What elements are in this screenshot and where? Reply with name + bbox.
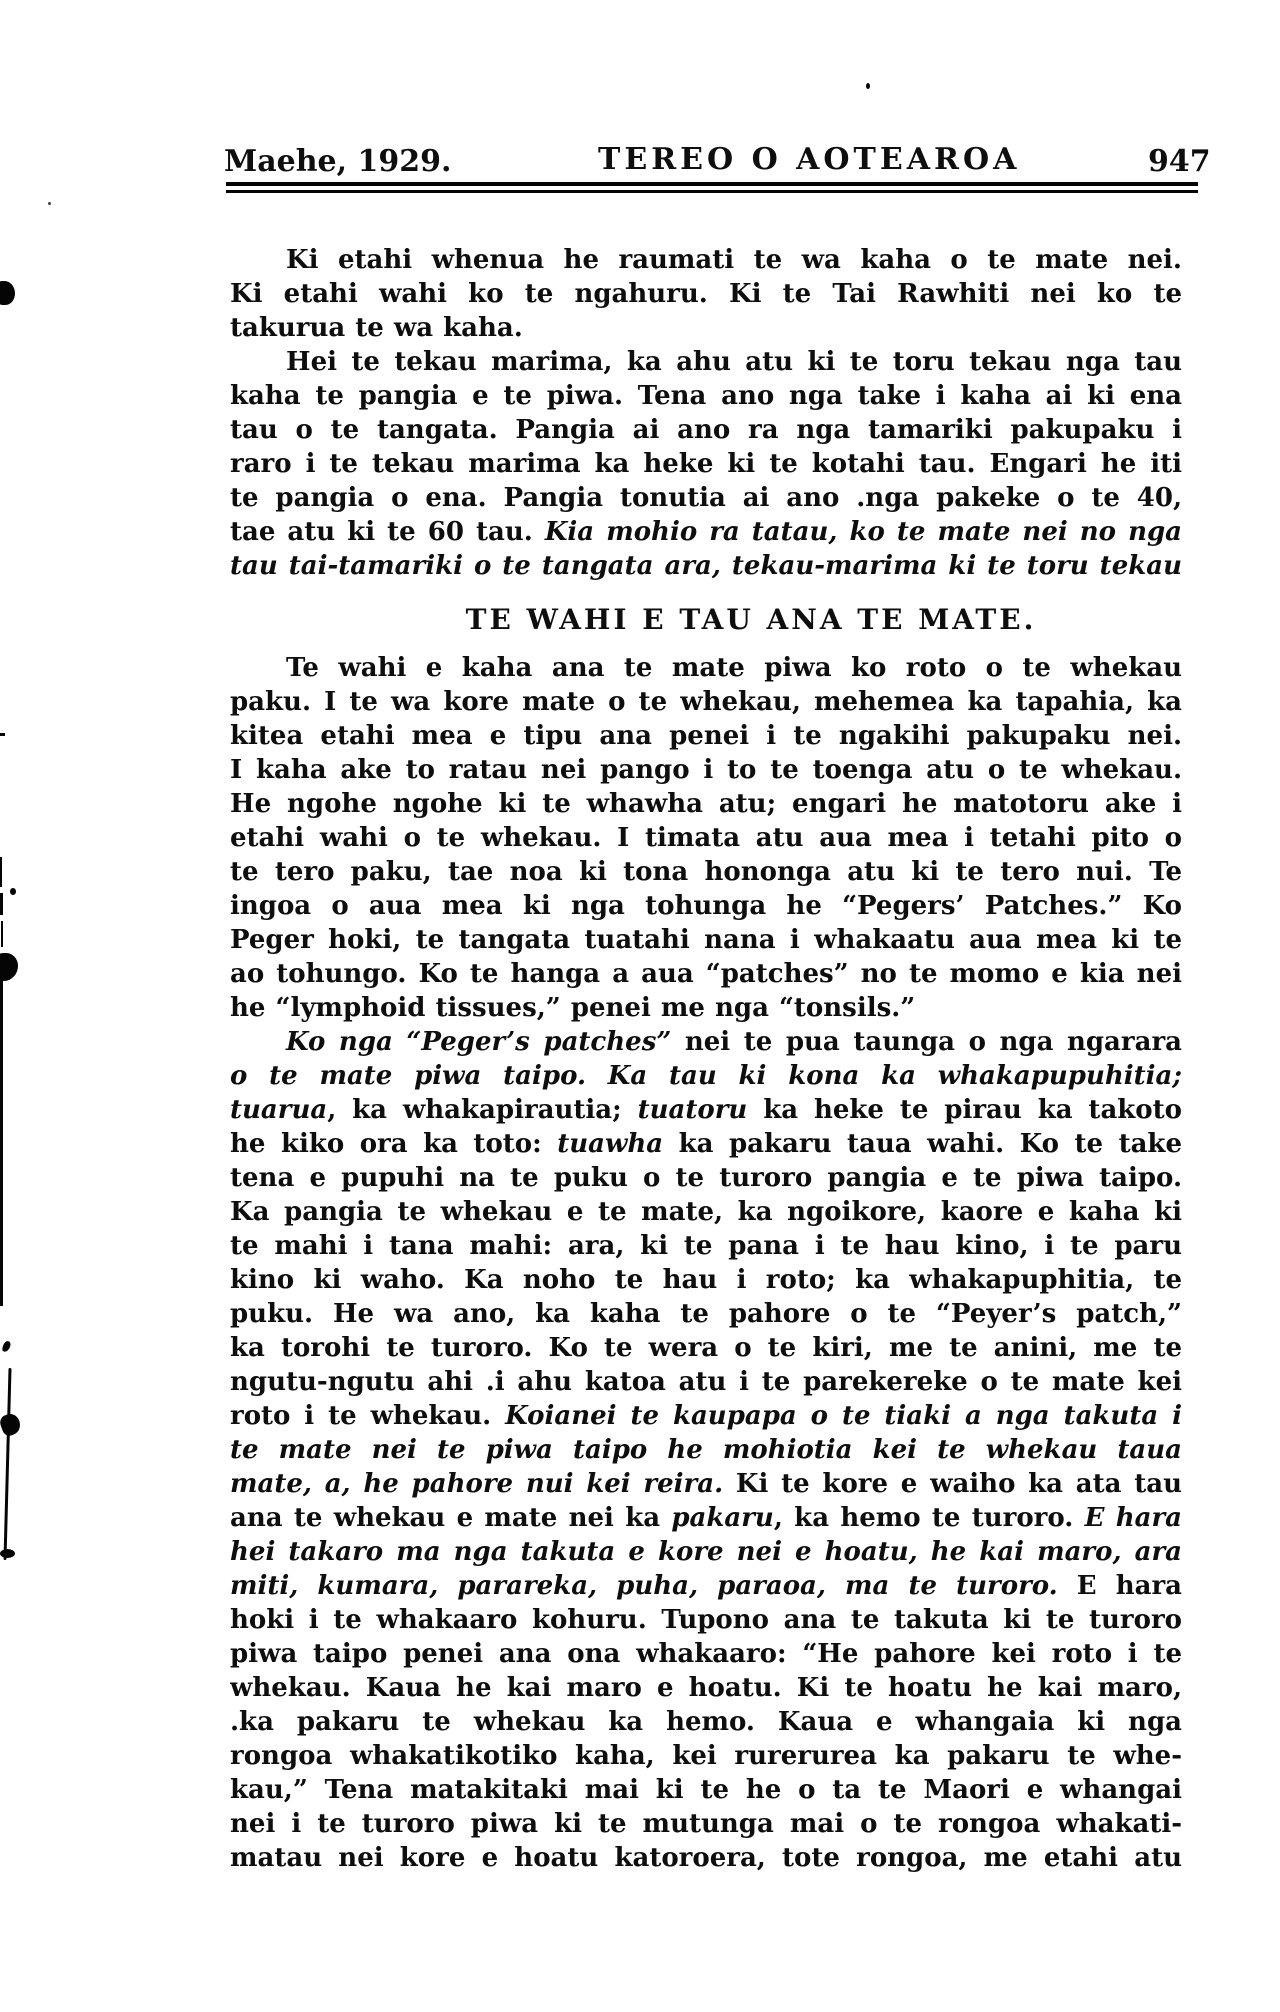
- text-line: [230, 447, 1182, 481]
- text-column: [230, 243, 1182, 1875]
- text-line: [230, 1365, 1182, 1399]
- text-run: tau tai-tamariki o te tangata ara, tekau-marima ki te toru tekau: [230, 551, 1182, 581]
- text-run: , ka whakapirautia;: [327, 1095, 638, 1125]
- ink-speck: [48, 202, 51, 205]
- text-line: [230, 549, 1182, 583]
- text-run: tuarua: [230, 1095, 328, 1125]
- text-run: takurua te wa kaha.: [230, 313, 523, 343]
- text-line: [230, 1671, 1182, 1705]
- text-run: o te mate piwa taipo. Ka tau ki kona ka whakapupuhitia;: [230, 1061, 1182, 1091]
- text-run: raro i te tekau marima ka heke ki te kotahi tau. Engari he iti: [230, 449, 1182, 479]
- text-run: nei i te turoro piwa ki te mutunga mai o te rongoa whakati-: [230, 1809, 1182, 1839]
- text-run: ingoa o aua mea ki nga tohunga he “Pegers’ Patches.” Ko: [230, 891, 1182, 921]
- text-line: [230, 821, 1182, 855]
- text-run: tae atu ki te 60 tau.: [230, 517, 545, 547]
- text-line: [230, 651, 1182, 685]
- text-run: he kiko ora ka toto:: [230, 1129, 558, 1159]
- text-run: hoki i te whakaaro kohuru. Tupono ana te takuta ki te turoro: [230, 1605, 1182, 1635]
- text-line: [230, 277, 1182, 311]
- text-line: [230, 1603, 1182, 1637]
- text-line: [230, 1195, 1182, 1229]
- text-run: I kaha ake to ratau nei pango i to te toenga atu o te whekau.: [230, 755, 1182, 785]
- ink-streak: [3, 1368, 11, 1560]
- ink-streak: [1, 921, 3, 947]
- text-line: [230, 1127, 1182, 1161]
- paragraph: [230, 651, 1182, 1025]
- text-line: [230, 1773, 1182, 1807]
- ink-smudge: [0, 733, 5, 736]
- ink-streak: [0, 857, 2, 887]
- ink-streak: [0, 893, 3, 915]
- text-run: Ka pangia te whekau e te mate, ka ngoikore, kaore e kaha ki: [230, 1197, 1182, 1227]
- text-line: [230, 1399, 1182, 1433]
- text-run: kaha te pangia e te piwa. Tena ano nga take i kaha ai ki ena: [230, 381, 1182, 411]
- text-line: [230, 1433, 1182, 1467]
- text-line: [230, 923, 1182, 957]
- text-run: ao tohungo. Ko te hanga a aua “patches” no te momo e kia nei: [230, 959, 1182, 989]
- text-run: matau nei kore e hoatu katoroera, tote rongoa, me etahi atu: [230, 1843, 1182, 1873]
- text-line: [230, 379, 1182, 413]
- text-line: [230, 1637, 1182, 1671]
- text-line: [230, 1841, 1182, 1875]
- text-run: .ka pakaru te whekau ka hemo. Kaua e whangaia ki nga: [230, 1707, 1182, 1737]
- text-run: te mahi i tana mahi: ara, ki te pana i te hau kino, i te paru: [230, 1231, 1182, 1261]
- text-run: ana te whekau e mate nei ka: [230, 1503, 672, 1533]
- text-run: ka pakaru taua wahi. Ko te take: [663, 1129, 1182, 1159]
- text-line: [230, 1229, 1182, 1263]
- text-line: [230, 1059, 1182, 1093]
- text-run: te pangia o ena. Pangia tonutia ai ano .nga pakeke o te 40,: [230, 483, 1182, 513]
- section-heading: TE WAHI E TAU ANA TE MATE.: [465, 603, 1037, 636]
- paragraph: [230, 1025, 1182, 1875]
- ink-smudge: [0, 1549, 15, 1558]
- header-page-number: 947: [1148, 144, 1211, 179]
- text-run: roto i te whekau.: [230, 1401, 506, 1431]
- paragraph: [230, 345, 1182, 583]
- text-line: [230, 685, 1182, 719]
- text-line: [230, 1025, 1182, 1059]
- text-run: ka heke te pirau ka takoto: [747, 1095, 1182, 1125]
- text-run: Ki etahi whenua he raumati te wa kaha o te mate nei.: [286, 245, 1182, 275]
- text-run: kino ki waho. Ka noho te hau i roto; ka whakapuphitia, te: [230, 1265, 1182, 1295]
- text-run: paku. I te wa kore mate o te whekau, mehemea ka tapahia, ka: [230, 687, 1182, 717]
- text-run: Koianei te kaupapa o te tiaki a nga takuta i: [505, 1401, 1182, 1431]
- text-run: mate, a, he pahore nui kei reira.: [230, 1469, 724, 1499]
- text-line: [230, 1569, 1182, 1603]
- text-run: Hei te tekau marima, ka ahu atu ki te toru tekau nga tau: [286, 347, 1182, 377]
- text-line: [230, 1331, 1182, 1365]
- text-run: Ki etahi wahi ko te ngahuru. Ki te Tai Rawhiti nei ko te: [230, 279, 1182, 309]
- text-run: tena e pupuhi na te puku o te turoro pangia e te piwa taipo.: [230, 1163, 1182, 1193]
- text-line: [230, 243, 1182, 277]
- text-line: [230, 311, 1182, 345]
- ink-smudge: [0, 281, 15, 305]
- text-run: he “lymphoid tissues,” penei me nga “tonsils.”: [230, 993, 916, 1023]
- ink-smudge: [0, 1411, 23, 1437]
- text-line: [230, 1263, 1182, 1297]
- header-date: Maehe, 1929.: [224, 144, 452, 179]
- text-line: [230, 889, 1182, 923]
- text-run: puku. He wa ano, ka kaha te pahore o te “Peyer’s patch,”: [230, 1299, 1182, 1329]
- text-line: [230, 1807, 1182, 1841]
- text-run: E hara: [1057, 1571, 1182, 1601]
- text-line: [230, 1093, 1182, 1127]
- text-run: te mate nei te piwa taipo he mohiotia kei te whekau taua: [230, 1435, 1182, 1465]
- text-run: E hara: [1084, 1503, 1182, 1533]
- text-line: [230, 1739, 1182, 1773]
- text-run: Kia mohio ra tatau, ko te mate nei no nga: [544, 517, 1182, 547]
- text-run: ngutu-ngutu ahi .i ahu katoa atu i te parekereke o te mate kei: [230, 1367, 1182, 1397]
- text-run: tau o te tangata. Pangia ai ano ra nga tamariki pakupaku i: [230, 415, 1182, 445]
- text-run: miti, kumara, parareka, puha, paraoa, ma te turoro.: [230, 1571, 1058, 1601]
- text-run: rongoa whakatikotiko kaha, kei rurerurea ka pakaru te whe-: [230, 1741, 1182, 1771]
- header-title: TEREO O AOTEAROA: [598, 142, 1021, 177]
- text-line: [230, 1467, 1182, 1501]
- text-line: [230, 1297, 1182, 1331]
- text-run: piwa taipo penei ana ona whakaaro: “He pahore kei roto i te: [230, 1639, 1182, 1669]
- text-run: tuawha: [557, 1129, 664, 1159]
- text-run: Ki te kore e waiho ka ata tau: [723, 1469, 1182, 1499]
- text-line: [230, 1535, 1182, 1569]
- text-line: [230, 787, 1182, 821]
- text-line: [230, 855, 1182, 889]
- text-line: [230, 753, 1182, 787]
- text-line: [230, 481, 1182, 515]
- header-rule-bottom: [226, 190, 1198, 193]
- ink-smudge: [0, 953, 18, 981]
- text-run: ka torohi te turoro. Ko te wera o te kiri, me te anini, me te: [230, 1333, 1182, 1363]
- text-line: [230, 413, 1182, 447]
- text-run: Peger hoki, te tangata tuatahi nana i whakaatu aua mea ki te: [230, 925, 1182, 955]
- text-run: Te wahi e kaha ana te mate piwa ko roto o te whekau: [286, 653, 1182, 683]
- text-run: etahi wahi o te whekau. I timata atu aua mea i tetahi pito o: [230, 823, 1182, 853]
- paragraph: [230, 243, 1182, 345]
- ink-speck: [866, 83, 870, 89]
- text-line: [230, 719, 1182, 753]
- text-line: [230, 1705, 1182, 1739]
- text-run: hei takaro ma nga takuta e kore nei e hoatu, he kai maro, ara: [230, 1537, 1182, 1567]
- text-run: kitea etahi mea e tipu ana penei i te ngakihi pakupaku nei.: [230, 721, 1182, 751]
- text-run: , ka hemo te turoro.: [773, 1503, 1085, 1533]
- text-run: te tero paku, tae noa ki tona hononga atu ki te tero nui. Te: [230, 857, 1182, 887]
- text-run: whekau. Kaua he kai maro e hoatu. Ki te hoatu he kai maro,: [230, 1673, 1182, 1703]
- text-line: [230, 1161, 1182, 1195]
- ink-speck: [10, 888, 16, 895]
- text-run: tuatoru: [637, 1095, 748, 1125]
- text-run: nei te pua taunga o nga ngarara: [671, 1027, 1182, 1057]
- text-line: [230, 345, 1182, 379]
- header-rule-top: [226, 182, 1198, 186]
- text-run: He ngohe ngohe ki te whawha atu; engari he matotoru ake i: [230, 789, 1182, 819]
- text-run: pakaru: [671, 1503, 774, 1533]
- text-line: [230, 1501, 1182, 1535]
- text-run: Ko nga “Peger’s patches”: [286, 1027, 672, 1057]
- text-line: [230, 515, 1182, 549]
- text-run: kau,” Tena matakitaki mai ki te he o ta te Maori e whangai: [230, 1775, 1182, 1805]
- ink-smudge: [2, 1340, 12, 1352]
- text-line: [230, 957, 1182, 991]
- ink-streak: [0, 978, 3, 1306]
- text-line: [230, 991, 1182, 1025]
